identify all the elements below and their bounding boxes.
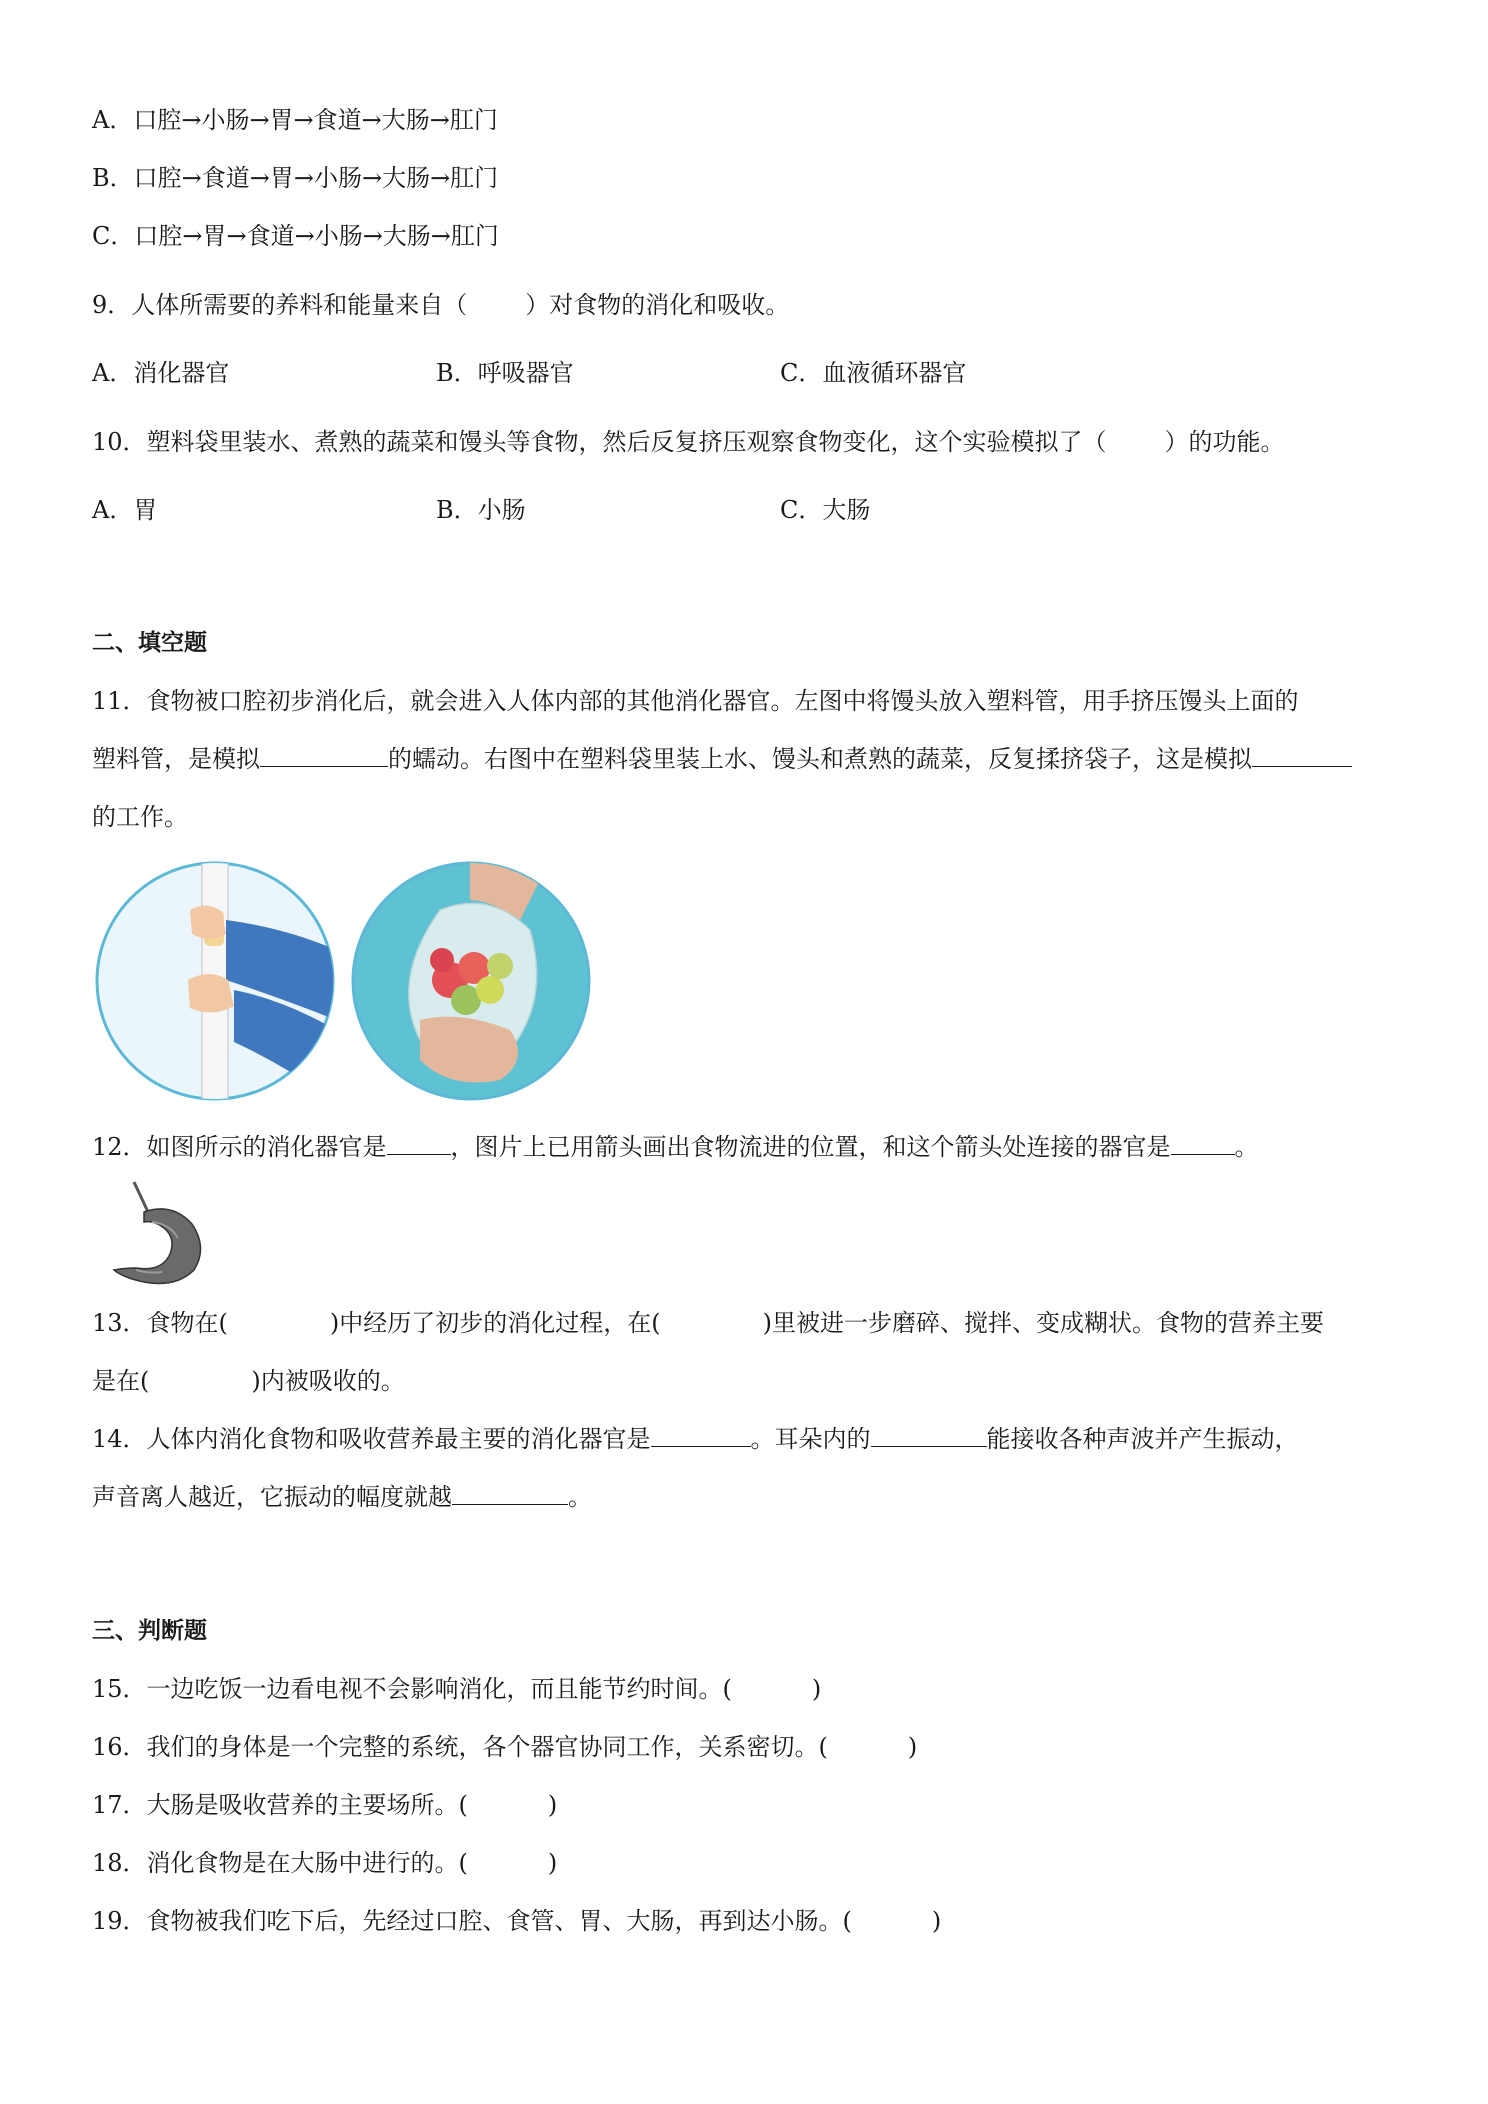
section-judgement-title: 三、判断题: [92, 1618, 207, 1644]
q12-stem: [92, 1130, 1259, 1164]
q11-blank-2[interactable]: [1252, 742, 1352, 767]
q16-statement: [92, 1730, 917, 1764]
q17-text: 17．大肠是吸收营养的主要场所。(: [92, 1791, 468, 1819]
q11-line-2-start: 塑料管，是模拟: [92, 745, 260, 773]
q12-stem-start: 12．如图所示的消化器官是: [92, 1133, 387, 1161]
q14-line-2-start: 声音离人越近，它振动的幅度就越: [92, 1483, 452, 1511]
q17-close: ): [547, 1791, 558, 1819]
q11-line-2-middle: 的蠕动。右图中在塑料袋里装上水、馒头和煮熟的蔬菜，反复揉挤袋子，这是模拟: [388, 745, 1252, 773]
q15-statement: [92, 1672, 821, 1706]
q19-statement: [92, 1904, 941, 1938]
q10-stem-end: ）的功能。: [1164, 428, 1285, 456]
q8-option-c: C．口腔→胃→食道→小肠→大肠→肛门: [92, 222, 499, 250]
q14-line-2: [92, 1480, 592, 1514]
q8-option-a: A．口腔→小肠→胃→食道→大肠→肛门: [92, 106, 498, 134]
stomach-figure: [112, 1178, 222, 1286]
q15-text: 15．一边吃饭一边看电视不会影响消化，而且能节约时间。(: [92, 1675, 732, 1703]
q13-line-1-end: )里被进一步磨碎、搅拌、变成糊状。食物的营养主要: [762, 1309, 1325, 1337]
q11-line-2: [92, 742, 1352, 776]
q8-option-b: B．口腔→食道→胃→小肠→大肠→肛门: [92, 164, 499, 192]
q14-line-1: [92, 1422, 1299, 1456]
q11-blank-1[interactable]: [260, 742, 388, 767]
q10-stem-start: 10．塑料袋里装水、煮熟的蔬菜和馒头等食物，然后反复挤压观察食物变化，这个实验模拟了（: [92, 428, 1107, 456]
q13-line-1-middle: )中经历了初步的消化过程，在(: [329, 1309, 661, 1337]
q9-stem-start: 9．人体所需要的养料和能量来自（: [92, 291, 468, 319]
q12-stem-end: 。: [1234, 1133, 1259, 1161]
q9-options: [92, 356, 1412, 390]
q16-text: 16．我们的身体是一个完整的系统，各个器官协同工作，关系密切。(: [92, 1733, 828, 1761]
q14-line-1-end: 能接收各种声波并产生振动，: [986, 1425, 1299, 1453]
q15-close: ): [811, 1675, 822, 1703]
q10-options: [92, 493, 1412, 527]
q12-blank-2[interactable]: [1171, 1130, 1235, 1155]
q12-stem-middle: ，图片上已用箭头画出食物流进的位置，和这个箭头处连接的器官是: [450, 1133, 1171, 1161]
section-fill-in-title: 二、填空题: [92, 630, 207, 656]
q16-close: ): [907, 1733, 918, 1761]
q10-option-a: A．胃: [92, 496, 158, 524]
q9-option-a: A．消化器官: [92, 359, 230, 387]
q11-line-3: 的工作。: [92, 803, 188, 831]
q14-blank-3[interactable]: [452, 1480, 568, 1505]
q9-stem: [92, 288, 789, 322]
q12-blank-1[interactable]: [387, 1130, 451, 1155]
q10-option-b: B．小肠: [436, 496, 526, 524]
q14-blank-2[interactable]: [871, 1422, 987, 1447]
bag-squeeze-figure: [350, 860, 592, 1102]
q14-line-1-middle: 。耳朵内的: [750, 1425, 871, 1453]
q10-option-c: C．大肠: [780, 496, 871, 524]
tube-squeeze-figure: [94, 860, 336, 1102]
q18-text: 18．消化食物是在大肠中进行的。(: [92, 1849, 468, 1877]
q19-text: 19．食物被我们吃下后，先经过口腔、食管、胃、大肠，再到达小肠。(: [92, 1907, 852, 1935]
q14-line-2-end: 。: [568, 1483, 592, 1511]
q14-blank-1[interactable]: [651, 1422, 751, 1447]
q17-statement: [92, 1788, 557, 1822]
q11-line-1: 11．食物被口腔初步消化后，就会进入人体内部的其他消化器官。左图中将馒头放入塑料管，用手挤压馒头上面的: [92, 687, 1299, 715]
q18-close: ): [547, 1849, 558, 1877]
q13-line-2: [92, 1364, 405, 1398]
q9-option-c: C．血液循环器官: [780, 359, 967, 387]
q13-line-1-start: 13．食物在(: [92, 1309, 228, 1337]
q13-line-2-end: )内被吸收的。: [251, 1367, 405, 1395]
q10-stem: [92, 425, 1285, 459]
q19-close: ): [931, 1907, 942, 1935]
q13-line-2-start: 是在(: [92, 1367, 150, 1395]
q9-option-b: B．呼吸器官: [436, 359, 574, 387]
q18-statement: [92, 1846, 557, 1880]
q14-line-1-start: 14．人体内消化食物和吸收营养最主要的消化器官是: [92, 1425, 651, 1453]
q9-stem-end: ）对食物的消化和吸收。: [525, 291, 790, 319]
q13-line-1: [92, 1306, 1324, 1340]
